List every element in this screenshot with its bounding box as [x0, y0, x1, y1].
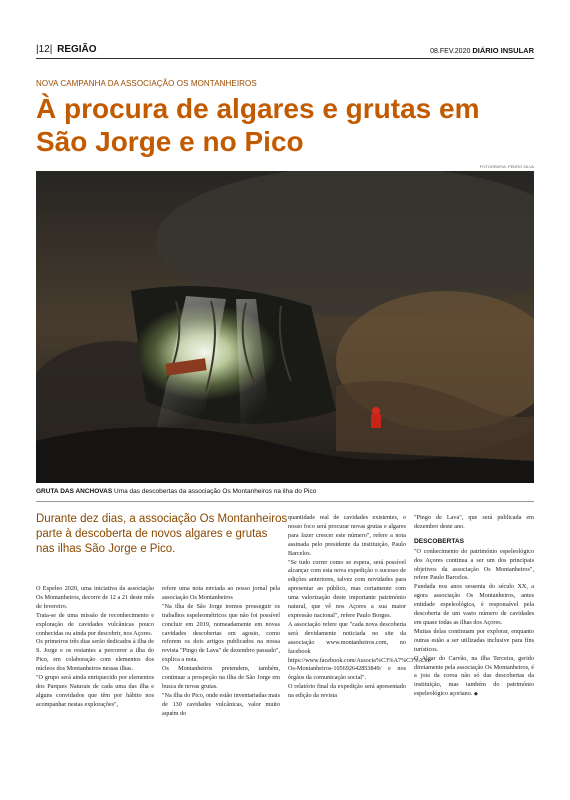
photo-credit: FOTOGRAFIA: PEDRO SILVA [479, 164, 534, 169]
photo-caption [36, 488, 316, 495]
body-paragraph: refere uma nota enviada ao nosso jornal pela associação Os Montanheiros [162, 585, 280, 601]
body-paragraph: Trata-se de uma missão de reconhecimento e exploração de cavidades vulcânicas pouco conhecidas ou ainda por descobrir, nos Açores. [36, 611, 154, 637]
article-lead: Durante dez dias, a associação Os Montanheiros parte à descoberta de novos algares e grutas nas ilhas São Jorge e Pico. [36, 513, 288, 555]
body-paragraph: "Na ilha de São Jorge iremos prosseguir os trabalhos espeleométricos que não foi possível concluir em 2019, nomeadamente em novas cavidades descobertas em agosto, como referem os dois artigos publicados na nossa revista "Pingo de Lava" de dezembro passado", explica a nota. [162, 602, 280, 664]
header-rule [36, 58, 534, 59]
body-paragraph: Os primeiros três dias serão dedicados à ilha de S. Jorge e os restantes a percorrer a ilha do Pico, em colaboração com elementos dos núcleos dos Montanheiros nessas ilhas. [36, 638, 154, 673]
issue-date: 08.FEV.2020 [430, 48, 471, 55]
body-paragraph: "O grupo será ainda enriquecido por elementos dos Parques Naturais de cada uma das ilha e alguns convidados que têm por hábito nos acompanhar nestas explorações", [36, 674, 154, 708]
body-paragraph: A associação refere que "cada nova descoberta será devidamente noticiada no site da associação www.montanheiros.com, no facebook https://www.facebook.com/Associa%C3%A7%C3%A3o-Os-Montanheiros-105692642853849/ e nos órgãos da comunicação social". [288, 620, 432, 682]
body-paragraph: "Pingo de Lava", que será publicada em dezembro deste ano. [414, 514, 534, 530]
newspaper-name: DIÁRIO INSULAR [472, 46, 534, 55]
body-paragraph: O relatório final da expedição será apresentado na edição da revista [288, 683, 406, 700]
caption-label: GRUTA DAS ANCHOVAS [36, 488, 113, 495]
body-paragraph: Fundada nos anos sessenta do século XX, a agora associação Os Montanheiros, antes entidade espeleológica, é responsável pela descoberta de um vasto número de cavidades em quase todas as ilhas dos Açores. [414, 583, 534, 626]
section-name: REGIÃO [57, 44, 97, 55]
body-paragraph: Os Montanheiros pretendem, também, continuar a prospeção na ilha de São Jorge em busca de novas grutas. [162, 665, 280, 690]
article-headline: À procura de algares e grutas em São Jorge e no Pico [36, 93, 480, 157]
end-mark-icon: ◆ [473, 692, 478, 698]
body-paragraph [414, 655, 534, 701]
body-paragraph: O Espeleo 2020, uma iniciativa da associação Os Montanheiros, decorre de 12 a 21 deste mês de fevereiro. [36, 585, 154, 610]
cave-photo [36, 171, 534, 483]
body-column-4 [414, 514, 534, 700]
body-paragraph: "Se tudo correr como se espera, será possível alcançar com esta nova expedição o sucesso de edições anteriores, talvez com novidades para apresentar ao público, mas certamente com uma valorização deste importante património natural, que vê nos Açores a sua maior expressão nacional", refere Paulo Borges. [288, 558, 406, 619]
body-paragraph: quantidade real de cavidades existentes, o nosso foco será procurar novas grutas e algares para fazer crescer este número", refere a nota assinada pelo presidente da instituição, Paulo Barcelos. [288, 514, 406, 557]
page-header-left [36, 44, 97, 55]
article-kicker: NOVA CAMPANHA DA ASSOCIAÇÃO OS MONTANHEIROS [36, 79, 257, 88]
body-paragraph-text: O Algar do Carvão, na ilha Terceira, gerido diretamente pela associação Os Montanheiros, é a joia da coroa não só das descobertas da instituição, mas também do património espeleológico açoriano. [414, 654, 534, 698]
caption-rule [36, 501, 534, 502]
body-column-1 [36, 585, 154, 710]
body-column-2 [162, 585, 280, 719]
body-column-3 [288, 514, 432, 701]
caption-text: Uma das descobertas da associação Os Montanheiros na ilha do Pico [112, 488, 317, 495]
body-paragraph: Muitas delas continuam por explorar, enquanto outras estão a ser utilizadas inclusive para fins turísticos. [414, 627, 534, 653]
page-header-right [430, 46, 534, 55]
page-number: |12| [36, 44, 53, 55]
section-subhead: DESCOBERTAS [414, 537, 465, 545]
body-paragraph: "Na ilha do Pico, onde estão inventariadas mais de 130 cavidades vulcânicas, valor muito aquém do [162, 691, 280, 717]
body-paragraph: "O conhecimento do património espeleológico dos Açores continua a ser um dos principais objetivos da associação Os Montanheiros", refere Paulo Barcelos. [414, 547, 534, 582]
